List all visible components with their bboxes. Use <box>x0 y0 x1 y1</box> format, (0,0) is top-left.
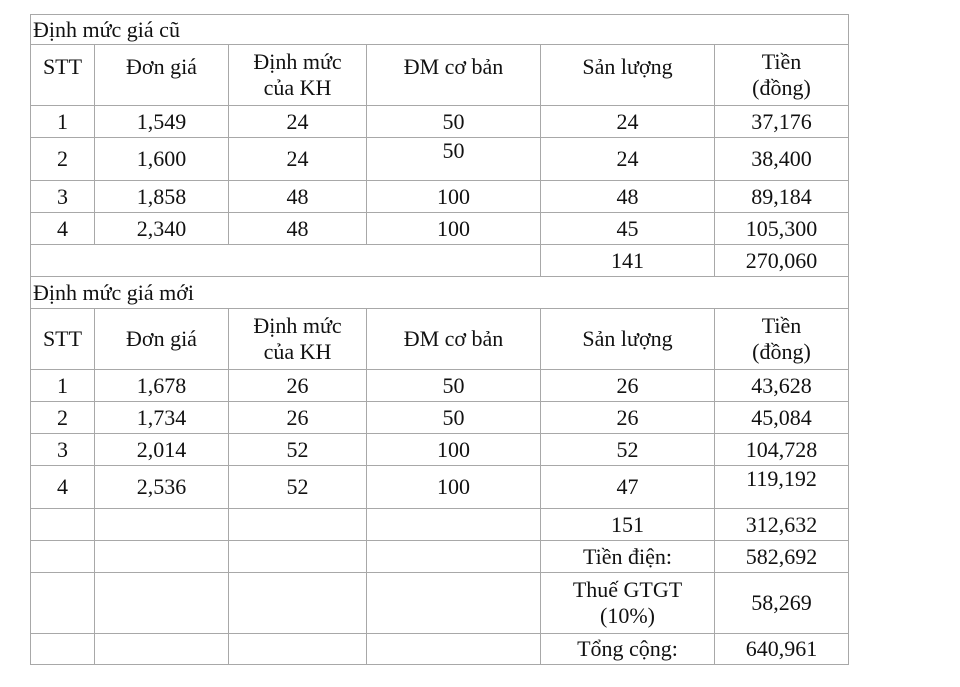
empty-cell <box>229 541 367 573</box>
old-header-row <box>31 45 849 106</box>
cell-dm-co-ban: 100 <box>367 466 541 509</box>
table-row <box>31 213 849 245</box>
tong-cong-label: Tổng cộng: <box>541 634 715 665</box>
header-stt: STT <box>31 309 95 370</box>
cell-dinh-muc: 24 <box>229 106 367 138</box>
cell-don-gia: 1,600 <box>95 138 229 181</box>
price-comparison-table <box>30 14 849 665</box>
empty-cell <box>367 634 541 665</box>
empty-cell <box>367 509 541 541</box>
table-row <box>31 138 849 181</box>
cell-dinh-muc: 24 <box>229 138 367 181</box>
thue-value: 58,269 <box>715 573 849 634</box>
new-total-san-luong: 151 <box>541 509 715 541</box>
thue-label: Thuế GTGT (10%) <box>541 573 715 634</box>
old-total-san-luong: 141 <box>541 245 715 277</box>
new-total-tien: 312,632 <box>715 509 849 541</box>
cell-dm-co-ban: 100 <box>367 213 541 245</box>
cell-stt: 1 <box>31 106 95 138</box>
cell-san-luong: 24 <box>541 106 715 138</box>
table-row <box>31 466 849 509</box>
empty-cell <box>95 634 229 665</box>
cell-tien: 38,400 <box>715 138 849 181</box>
old-total-row <box>31 245 849 277</box>
header-don-gia: Đơn giá <box>95 45 229 106</box>
old-section-title: Định mức giá cũ <box>31 15 849 45</box>
thue-row <box>31 573 849 634</box>
tong-cong-row <box>31 634 849 665</box>
header-dinh-muc: Định mức của KH <box>229 45 367 106</box>
empty-cell <box>229 573 367 634</box>
cell-san-luong: 47 <box>541 466 715 509</box>
cell-don-gia: 2,340 <box>95 213 229 245</box>
cell-dm-co-ban: 50 <box>367 106 541 138</box>
cell-don-gia: 2,014 <box>95 434 229 466</box>
cell-don-gia: 1,549 <box>95 106 229 138</box>
cell-dm-co-ban: 50 <box>367 402 541 434</box>
empty-cell <box>31 573 95 634</box>
cell-san-luong: 52 <box>541 434 715 466</box>
cell-dinh-muc: 48 <box>229 181 367 213</box>
cell-stt: 4 <box>31 213 95 245</box>
tien-dien-value: 582,692 <box>715 541 849 573</box>
cell-don-gia: 2,536 <box>95 466 229 509</box>
cell-don-gia: 1,734 <box>95 402 229 434</box>
old-section-title-row <box>31 15 849 45</box>
cell-don-gia: 1,858 <box>95 181 229 213</box>
new-total-row <box>31 509 849 541</box>
header-stt: STT <box>31 45 95 106</box>
cell-dm-co-ban: 50 <box>367 370 541 402</box>
cell-dinh-muc: 48 <box>229 213 367 245</box>
cell-tien: 104,728 <box>715 434 849 466</box>
cell-san-luong: 45 <box>541 213 715 245</box>
cell-stt: 3 <box>31 434 95 466</box>
empty-cell <box>31 509 95 541</box>
cell-tien: 89,184 <box>715 181 849 213</box>
cell-stt: 3 <box>31 181 95 213</box>
cell-san-luong: 26 <box>541 402 715 434</box>
header-tien: Tiền (đồng) <box>715 309 849 370</box>
price-table-container <box>30 14 849 665</box>
cell-tien: 119,192 <box>715 466 849 509</box>
cell-don-gia: 1,678 <box>95 370 229 402</box>
cell-tien: 45,084 <box>715 402 849 434</box>
cell-stt: 1 <box>31 370 95 402</box>
cell-stt: 4 <box>31 466 95 509</box>
empty-cell <box>95 573 229 634</box>
cell-san-luong: 24 <box>541 138 715 181</box>
table-row <box>31 434 849 466</box>
cell-dinh-muc: 52 <box>229 466 367 509</box>
header-dinh-muc: Định mức của KH <box>229 309 367 370</box>
empty-cell <box>31 541 95 573</box>
cell-dm-co-ban: 100 <box>367 181 541 213</box>
empty-cell <box>229 634 367 665</box>
cell-tien: 37,176 <box>715 106 849 138</box>
cell-san-luong: 48 <box>541 181 715 213</box>
cell-dm-co-ban: 50 <box>367 138 541 181</box>
table-row <box>31 181 849 213</box>
new-section-title-row <box>31 277 849 309</box>
tong-cong-value: 640,961 <box>715 634 849 665</box>
table-row <box>31 106 849 138</box>
tien-dien-row <box>31 541 849 573</box>
header-san-luong: Sản lượng <box>541 309 715 370</box>
header-dm-co-ban: ĐM cơ bản <box>367 309 541 370</box>
total-empty-cell <box>31 245 541 277</box>
cell-san-luong: 26 <box>541 370 715 402</box>
empty-cell <box>31 634 95 665</box>
cell-dm-co-ban: 100 <box>367 434 541 466</box>
empty-cell <box>229 509 367 541</box>
old-total-tien: 270,060 <box>715 245 849 277</box>
cell-tien: 105,300 <box>715 213 849 245</box>
new-section-title: Định mức giá mới <box>31 277 849 309</box>
header-dm-co-ban: ĐM cơ bản <box>367 45 541 106</box>
cell-dinh-muc: 52 <box>229 434 367 466</box>
cell-stt: 2 <box>31 138 95 181</box>
empty-cell <box>95 541 229 573</box>
header-don-gia: Đơn giá <box>95 309 229 370</box>
table-row <box>31 370 849 402</box>
empty-cell <box>367 541 541 573</box>
empty-cell <box>367 573 541 634</box>
cell-tien: 43,628 <box>715 370 849 402</box>
table-row <box>31 402 849 434</box>
cell-dinh-muc: 26 <box>229 370 367 402</box>
new-header-row <box>31 309 849 370</box>
empty-cell <box>95 509 229 541</box>
cell-dinh-muc: 26 <box>229 402 367 434</box>
tien-dien-label: Tiền điện: <box>541 541 715 573</box>
header-san-luong: Sản lượng <box>541 45 715 106</box>
header-tien: Tiền (đồng) <box>715 45 849 106</box>
cell-stt: 2 <box>31 402 95 434</box>
